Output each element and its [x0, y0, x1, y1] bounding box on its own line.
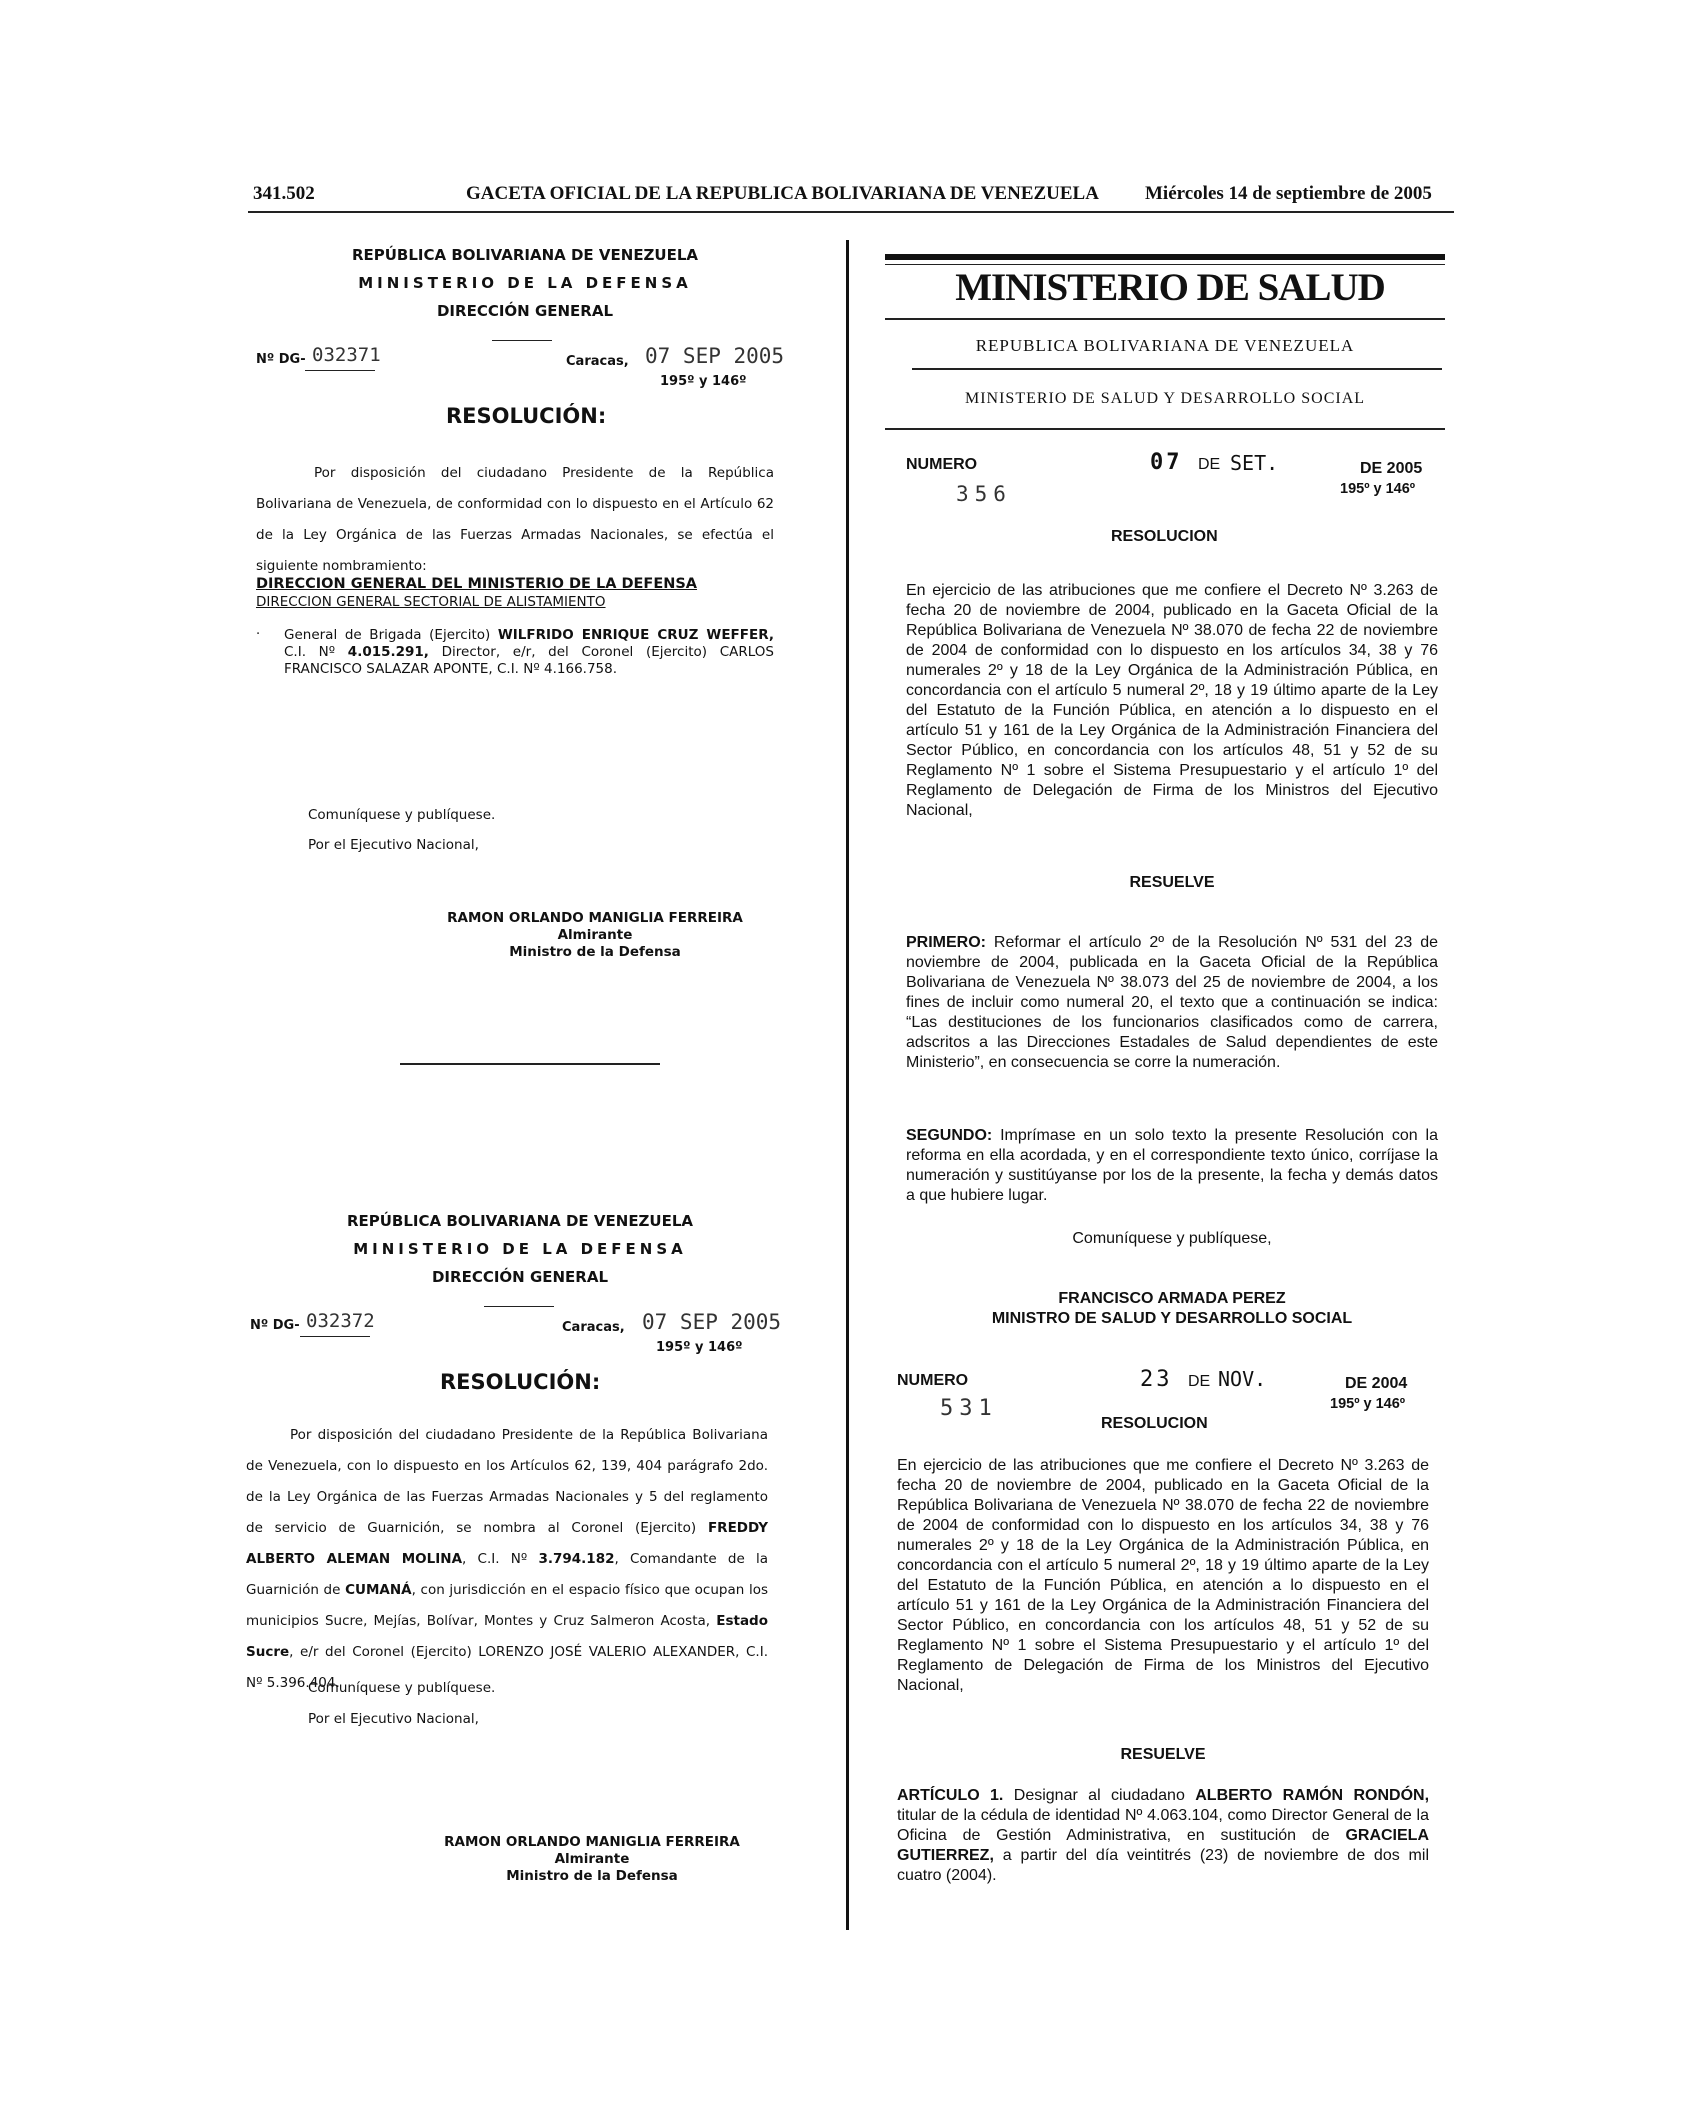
left-res1-number-label: Nº DG-	[256, 352, 306, 367]
right-res1-numero: 356	[956, 482, 1012, 506]
left-res1-short-rule	[492, 340, 552, 341]
column-divider	[846, 240, 849, 1930]
left-res2-signature-title: Ministro de la Defensa	[506, 1868, 678, 1884]
left-res1-signature-rank: Almirante	[557, 927, 633, 943]
left-res2-signature-name: RAMON ORLANDO MANIGLIA FERREIRA	[444, 1834, 740, 1850]
left-res2-date-stamp: 07 SEP 2005	[642, 1310, 782, 1334]
right-title-bottom-rule	[885, 318, 1445, 320]
left-res1-signature-name: RAMON ORLANDO MANIGLIA FERREIRA	[447, 910, 743, 926]
gazette-title: GACETA OFICIAL DE LA REPUBLICA BOLIVARIANA DE VENEZUELA	[466, 183, 1099, 204]
left-res1-number-underline	[305, 370, 375, 371]
right-ministry-full: MINISTERIO DE SALUD Y DESARROLLO SOCIAL	[964, 390, 1366, 407]
right-top-thick-rule	[885, 254, 1445, 260]
right-res2-numero: 531	[940, 1396, 998, 1421]
right-ministry-full-rule	[885, 428, 1445, 430]
right-res1-signature-name: FRANCISCO ARMADA PEREZ	[1058, 1290, 1286, 1307]
right-res1-segundo: SEGUNDO: Imprímase en un solo texto la presente Resolución con la reforma en ella acordada, y en el correspondiente texto único, corríjase la numeración y sustitúyanse por los de la presente, la fecha y demás datos a que hubiere lugar.	[906, 1127, 1438, 1204]
right-res2-day: 23	[1140, 1367, 1173, 1392]
left-res2-heading: RESOLUCIÓN:	[440, 1370, 601, 1394]
right-res2-heading: RESOLUCION	[1101, 1415, 1208, 1432]
gazette-date: Miércoles 14 de septiembre de 2005	[1145, 183, 1432, 204]
left-res2-ministry: MINISTERIO DE LA DEFENSA	[353, 1240, 687, 1258]
left-res1-closing-publish: Comuníquese y publíquese.	[308, 807, 496, 823]
right-res2-numero-label: NUMERO	[897, 1372, 969, 1389]
right-res1-de-year: DE 2005	[1360, 460, 1423, 477]
left-res2-body: Por disposición del ciudadano Presidente de la República Bolivariana de Venezuela, con lo dispuesto en los Artículos 62, 139, 404 parágrafo 2do. de la Ley Orgánica de las Fuerzas Armadas Nacionales y 5 del reglamento de servicio de Guarnición, se nombra al Coronel (Ejercito) FREDDY ALBERTO ALEMAN MOLINA, C.I. Nº 3.794.182, Comandante de la Guarnición de CUMANÁ, con jurisdicción en el espacio físico que ocupan los municipios Sucre, Mejías, Bolívar, Montes y Cruz Salmeron Acosta, Estado Sucre, e/r del Coronel (Ejercito) LORENZO JOSÉ VALERIO ALEXANDER, C.I. Nº 5.396.404.	[246, 1427, 769, 1691]
right-res2-article-1: ARTÍCULO 1. Designar al ciudadano ALBERTO RAMÓN RONDÓN, titular de la cédula de identidad Nº 4.063.104, como Director General de la Oficina de Gestión Administrativa, en sustitución de GRACIELA GUTIERREZ, a partir del día veintitrés (23) de noviembre de dos mil cuatro (2004).	[897, 1787, 1430, 1884]
left-res2-number-label: Nº DG-	[250, 1318, 300, 1333]
right-ministry-title: MINISTERIO DE SALUD	[955, 266, 1385, 309]
left-separator-rule	[400, 1063, 660, 1065]
right-res1-signature-title: MINISTRO DE SALUD Y DESARROLLO SOCIAL	[991, 1310, 1353, 1327]
left-res2-place: Caracas,	[562, 1320, 625, 1335]
right-res1-day: 07	[1150, 450, 1183, 475]
left-res2-number-underline	[300, 1336, 370, 1337]
right-res1-primero: PRIMERO: Reformar el artículo 2º de la Resolución Nº 531 del 23 de noviembre de 2004, publicada en la Gaceta Oficial de la República Bolivariana de Venezuela Nº 38.073 del 25 de noviembre de 2004, a los fines de incluir como numeral 20, el texto que a continuación se indica: “Las destituciones de los funcionarios clasificados como de carrera, adscritos a las Direcciones Estadales de Salud dependientes de este Ministerio”, en consecuencia se corre la numeración.	[906, 934, 1438, 1071]
right-res1-numero-label: NUMERO	[906, 456, 978, 473]
right-res2-years: 195º y 146º	[1330, 1396, 1406, 1412]
right-republic-rule	[912, 368, 1442, 370]
right-res1-resuelve: RESUELVE	[1129, 874, 1215, 891]
left-res1-intro: Por disposición del ciudadano Presidente de la República Bolivariana de Venezuela, de conformidad con lo dispuesto en el Artículo 62 de la Ley Orgánica de las Fuerzas Armadas Nacionales, se efectúa el siguiente nombramiento:	[256, 465, 774, 574]
left-res1-heading: RESOLUCIÓN:	[446, 404, 607, 428]
right-res1-month: SET.	[1230, 451, 1279, 475]
left-res1-number-value: 032371	[312, 344, 381, 366]
left-res1-bullet: ·	[256, 627, 261, 642]
right-res1-heading: RESOLUCION	[1111, 528, 1218, 545]
right-res2-body: En ejercicio de las atribuciones que me confiere el Decreto Nº 3.263 de fecha 20 de noviembre de 2004, publicado en la Gaceta Oficial de la República Bolivariana de Venezuela Nº 38.070 de fecha 22 de noviembre de 2004 de conformidad con lo dispuesto en los artículos 34, 38 y 76 numerales 2º y 18 de la Ley Orgánica de la Administración Pública, en concordancia con el artículo 5 numeral 2º, 18 y 19 último aparte de la Ley del Estatuto de la Función Pública, en atención a lo dispuesto en el artículo 51 y 161 de la Ley Orgánica de la Administración Financiera del Sector Público, en concordancia con los artículos 48, 51 y 52 de su Reglamento Nº 1 sobre el Sistema Presupuestario y el artículo 1º del Reglamento de Delegación de Firma de los Ministros del Ejecutivo Nacional,	[897, 1457, 1429, 1694]
page-number: 341.502	[253, 183, 315, 204]
left-res1-section-sub: DIRECCION GENERAL SECTORIAL DE ALISTAMIENTO	[256, 594, 606, 610]
left-res1-signature-title: Ministro de la Defensa	[509, 944, 681, 960]
left-res1-place: Caracas,	[566, 354, 629, 369]
right-res1-de: DE	[1198, 456, 1221, 473]
right-res1-years: 195º y 146º	[1340, 481, 1416, 497]
left-res1-ministry: MINISTERIO DE LA DEFENSA	[358, 274, 692, 292]
left-res1-closing-executive: Por el Ejecutivo Nacional,	[308, 837, 479, 853]
left-res2-closing-publish: Comuníquese y publíquese.	[308, 1680, 496, 1696]
right-res1-body: En ejercicio de las atribuciones que me confiere el Decreto Nº 3.263 de fecha 20 de noviembre de 2004, publicado en la Gaceta Oficial de la República Bolivariana de Venezuela Nº 38.070 de fecha 22 de noviembre de 2004 de conformidad con lo dispuesto en los artículos 34, 38 y 76 numerales 2º y 18 de la Ley Orgánica de la Administración Pública, en concordancia con el artículo 5 numeral 2º, 18 y 19 último aparte de la Ley del Estatuto de la Función Pública, en atención a lo dispuesto en el artículo 51 y 161 de la Ley Orgánica de la Administración Financiera del Sector Público, en concordancia con los artículos 48, 51 y 52 de su Reglamento Nº 1 sobre el Sistema Presupuestario y el artículo 1º del Reglamento de Delegación de Firma de los Ministros del Ejecutivo Nacional,	[906, 582, 1438, 819]
left-res1-appointment: General de Brigada (Ejercito) WILFRIDO ENRIQUE CRUZ WEFFER, C.I. Nº 4.015.291, Director, e/r, del Coronel (Ejercito) CARLOS FRANCISCO SALAZAR APONTE, C.I. Nº 4.166.758.	[284, 627, 774, 677]
left-res2-number-value: 032372	[306, 1310, 375, 1332]
right-res2-de: DE	[1188, 1373, 1211, 1390]
left-res1-direction: DIRECCIÓN GENERAL	[436, 302, 614, 320]
left-res2-signature-rank: Almirante	[554, 1851, 630, 1867]
right-republic: REPUBLICA BOLIVARIANA DE VENEZUELA	[975, 336, 1355, 355]
left-res1-republic: REPÚBLICA BOLIVARIANA DE VENEZUELA	[351, 246, 699, 264]
right-res1-closing: Comuníquese y publíquese,	[1072, 1230, 1272, 1247]
right-res2-month: NOV.	[1218, 1367, 1267, 1391]
right-res2-resuelve: RESUELVE	[1120, 1746, 1206, 1763]
left-res2-years: 195º y 146º	[656, 1340, 743, 1355]
left-res2-direction: DIRECCIÓN GENERAL	[431, 1268, 609, 1286]
left-res1-years: 195º y 146º	[660, 374, 747, 389]
left-res2-short-rule	[484, 1306, 554, 1307]
left-res1-date-stamp: 07 SEP 2005	[645, 344, 785, 368]
left-res2-closing-executive: Por el Ejecutivo Nacional,	[308, 1711, 479, 1727]
right-res2-de-year: DE 2004	[1345, 1375, 1408, 1392]
left-res1-section-main: DIRECCION GENERAL DEL MINISTERIO DE LA DEFENSA	[256, 576, 698, 592]
header-rule	[248, 211, 1454, 213]
left-res2-republic: REPÚBLICA BOLIVARIANA DE VENEZUELA	[346, 1212, 694, 1230]
